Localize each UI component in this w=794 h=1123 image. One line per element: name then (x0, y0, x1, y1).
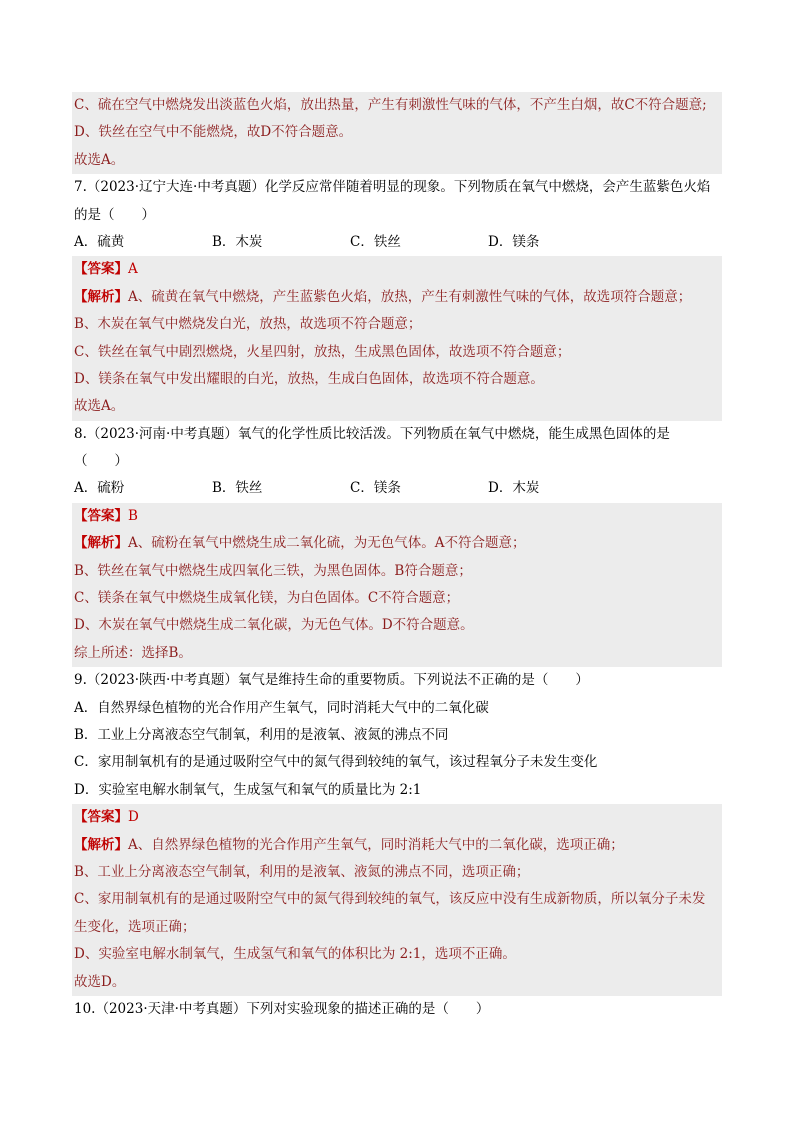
analysis-line: C、镁条在氧气中燃烧生成氧化镁，为白色固体。C不符合题意； (72, 585, 722, 612)
option-d: D．镁条 (488, 233, 540, 250)
analysis-line: D、木炭在氧气中燃烧生成二氧化碳，为无色气体。D不符合题意。 (72, 612, 722, 639)
question-9-stem: 9.（2023·陕西·中考真题）氧气是维持生命的重要物质。下列说法不正确的是（ ） (74, 672, 589, 689)
analysis-line (72, 832, 722, 859)
option-d: D．木炭 (488, 480, 540, 497)
option-a: A．自然界绿色植物的光合作用产生氧气，同时消耗大气中的二氧化碳 (74, 699, 489, 716)
question-8-options (72, 475, 722, 502)
analysis-line: B、木炭在氧气中燃烧发白光，放热，故选项不符合题意； (72, 311, 722, 338)
answer-line (72, 804, 722, 831)
question-10-stem: 10.（2023·天津·中考真题）下列对实验现象的描述正确的是（ ） (74, 1000, 490, 1017)
option-c: C．镁条 (350, 480, 401, 497)
answer-value: D (128, 809, 139, 826)
option-d: D．实验室电解水制氧气，生成氢气和氧气的质量比为 2:1 (74, 781, 422, 798)
analysis-conclusion: 故选D。 (72, 969, 722, 996)
option-b: B．铁丝 (212, 480, 263, 497)
analysis-line: B、工业上分离液态空气制氧，利用的是液氧、液氮的沸点不同，选项正确； (72, 859, 722, 886)
document-page (72, 92, 722, 1023)
analysis-line: D、镁条在氧气中发出耀眼的白光，放热，生成白色固体，故选项不符合题意。 (72, 366, 722, 393)
question-8-stem-cont: （ ） (74, 453, 128, 470)
analysis-tag: 【解析】 (74, 535, 128, 552)
analysis-line: 生变化，选项正确； (72, 914, 722, 941)
analysis-line (72, 530, 722, 557)
answer-value: B (128, 507, 138, 524)
analysis-conclusion: 综上所述：选择B。 (72, 640, 722, 667)
option-c: C．家用制氧机有的是通过吸附空气中的氮气得到较纯的氧气，该过程氧分子未发生变化 (74, 754, 598, 771)
analysis-conclusion: 故选A。 (72, 147, 722, 174)
analysis-tag: 【解析】 (74, 836, 128, 853)
analysis-tag: 【解析】 (74, 288, 128, 305)
answer-tag: 【答案】 (74, 809, 128, 826)
analysis-line: D、实验室电解水制氧气，生成氢气和氧气的体积比为 2:1，选项不正确。 (72, 941, 722, 968)
analysis-text: A、硫粉在氧气中燃烧生成二氧化硫，为无色气体。A不符合题意； (128, 535, 526, 552)
question-7-options (72, 229, 722, 256)
question-7-stem: 7.（2023·辽宁大连·中考真题）化学反应常伴随着明显的现象。下列物质在氧气中燃烧，会产生蓝紫色火焰 (74, 179, 711, 196)
analysis-text: A、硫黄在氧气中燃烧，产生蓝紫色火焰，放热，产生有刺激性气味的气体，故选项符合题意； (128, 288, 692, 305)
option-b: B．工业上分离液态空气制氧，利用的是液氧、液氮的沸点不同 (74, 726, 449, 743)
answer-line (72, 503, 722, 530)
option-c: C．铁丝 (350, 233, 401, 250)
question-7-stem-cont: 的是（ ） (74, 206, 155, 223)
question-8-stem: 8.（2023·河南·中考真题）氧气的化学性质比较活泼。下列物质在氧气中燃烧，能生成黑色固体的是 (74, 425, 670, 442)
option-a: A．硫粉 (74, 480, 125, 497)
answer-tag: 【答案】 (74, 507, 128, 524)
analysis-line: D、铁丝在空气中不能燃烧，故D不符合题意。 (72, 119, 722, 146)
analysis-line: C、铁丝在氧气中剧烈燃烧，火星四射，放热，生成黑色固体，故选项不符合题意； (72, 339, 722, 366)
option-b: B．木炭 (212, 233, 263, 250)
analysis-line: C、硫在空气中燃烧发出淡蓝色火焰，放出热量，产生有刺激性气味的气体，不产生白烟，故C不符合题意; (72, 92, 722, 119)
analysis-line: C、家用制氧机有的是通过吸附空气中的氮气得到较纯的氧气，该反应中没有生成新物质，所以氧分子未发 (72, 886, 722, 913)
analysis-text: A、自然界绿色植物的光合作用产生氧气，同时消耗大气中的二氧化碳，选项正确； (128, 836, 624, 853)
analysis-conclusion: 故选A。 (72, 393, 722, 420)
option-a: A．硫黄 (74, 233, 125, 250)
analysis-line (72, 284, 722, 311)
answer-line (72, 256, 722, 283)
answer-tag: 【答案】 (74, 261, 128, 278)
answer-value: A (128, 261, 138, 278)
analysis-line: B、铁丝在氧气中燃烧生成四氧化三铁，为黑色固体。B符合题意； (72, 558, 722, 585)
